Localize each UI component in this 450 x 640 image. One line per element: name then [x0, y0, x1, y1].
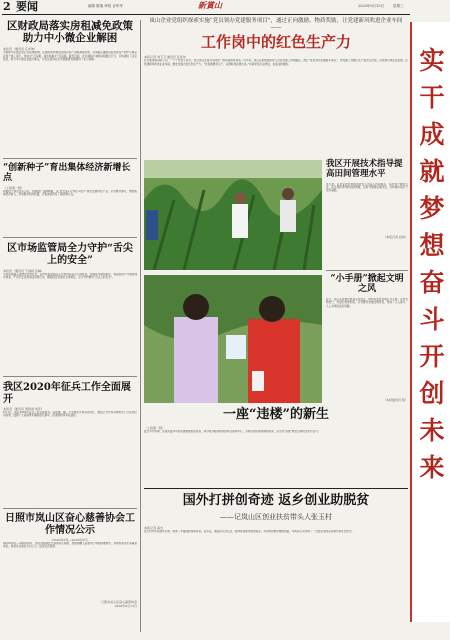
- article-conscription-title: 我区2020年征兵工作全面展开: [3, 382, 131, 405]
- article-handbook: [326, 274, 408, 402]
- charity-notice-dateline: （2020年6月—2020年8月）: [49, 538, 91, 542]
- article-weilou-byline: （上接第一版）: [144, 425, 166, 430]
- charity-notice-date: 2020年8月13日: [114, 604, 137, 608]
- slogan-char: 想: [419, 231, 445, 260]
- masthead-rule: [2, 14, 410, 15]
- article-seed-title: “创新种子”育出集体经济新增长点: [3, 163, 131, 184]
- divider: [3, 376, 137, 377]
- article-entrepreneur-title: 国外打拼创奇迹 返乡创业助脱贫: [182, 493, 370, 508]
- slogan-char: 创: [419, 379, 445, 408]
- feature-kicker: 岚山企业党组织探索实施“党员领办党建服务项目”，通过正向激励、物质奖励，让党建新风吹进企业车间——: [149, 18, 403, 31]
- article-field-guidance-byline: （本报记者 赵伟）: [383, 234, 408, 239]
- article-finance-body: 为帮助中小微企业应对疫情影响，区财政局积极落实国有资产房租减免政策，对承租区属国有经营性房产的中小微企业和个体工商户，免收3个月房租，减半收取3个月房租。截至目前，共为承租户减免房租数百万元，切实减轻了企业负担，助力中小微企业渡过难关，为全区经济社会平稳健康发展提供了有力保障。: [3, 51, 137, 61]
- slogan-char: 来: [419, 453, 445, 482]
- slogan-bar: [410, 22, 450, 622]
- masthead: [0, 0, 450, 14]
- article-seed-byline: （上接第一版）: [3, 185, 25, 190]
- slogan-char: 梦: [419, 194, 445, 223]
- slogan-char: 斗: [419, 305, 445, 334]
- divider: [3, 237, 137, 238]
- article-seed-body: 两委班子成员带头示范，积极推广良种种植，以“党支部+合作社+农户”模式发展特色产业，引导群众参与，增加集体经济收入，带动群众共同致富，让集体经济有了新的增长点。: [3, 189, 137, 197]
- cornfield-photo: [144, 160, 322, 270]
- article-finance: [3, 20, 137, 147]
- article-entrepreneur-body: 张玉村早年在国外打拼，积累了丰富的经验和资金。返乡后，他投资兴办企业，吸纳贫困群众就近就业，带动周边群众增收致富，用实际行动诠释了一名创业者的家乡情怀和社会担当。: [144, 529, 355, 533]
- feature-byline: 本报记者 刘飞飞 通讯员 张延伟: [144, 55, 186, 60]
- article-finance-title: 区财政局落实房租减免政策助力中小微企业解困: [7, 20, 133, 45]
- slogan-char: 成: [419, 120, 445, 149]
- article-market-body: 为切实保障人民群众饮食安全，区市场监管局深入开展食品安全专项检查，对辖区内餐饮单位、食品经营户开展拉网式排查，严厉打击各类违法违规行为，督促经营者落实主体责任，全力守护群众“舌尖上的安全”。: [3, 273, 137, 280]
- feature-title: 工作岗中的红色生产力: [200, 33, 351, 51]
- slogan-char: 实: [419, 46, 445, 75]
- article-handbook-title: “小手册”掀起文明之风: [330, 274, 404, 295]
- masthead-logo: 新賞山: [198, 0, 222, 10]
- charity-notice: [3, 513, 137, 608]
- article-conscription-body: 8月1日，我区2020年征兵工作全面展开。各街道、镇、大学城充分利用宣传栏、微信公众号等多种形式广泛宣传征兵政策，鼓励广大适龄青年踊跃报名参军，投身国防和军队建设。: [3, 411, 137, 418]
- article-entrepreneur-subtitle: ——记岚山区创业扶贫带头人张玉村: [220, 512, 332, 521]
- divider: [326, 270, 408, 271]
- editors: 编辑 陈瑞 审校 谷军华: [88, 4, 123, 8]
- volunteers-photo: [144, 275, 322, 403]
- article-market-title: 区市场监管局全力守护“舌尖上的安全”: [7, 243, 133, 266]
- slogan-char: 开: [419, 342, 445, 371]
- article-weilou-title: 一座“违楼”的新生: [223, 407, 329, 422]
- divider: [3, 158, 137, 159]
- article-entrepreneur: [144, 494, 408, 626]
- article-conscription: [3, 382, 137, 521]
- article-market: [3, 243, 137, 365]
- divider: [144, 488, 408, 489]
- charity-notice-title: 日照市岚山区奋心慈善协会工作情况公示: [5, 513, 135, 536]
- article-handbook-byline: （本报通讯员 陈）: [383, 397, 408, 402]
- slogan-char: 未: [419, 416, 445, 445]
- slogan-char: 奋: [419, 268, 445, 297]
- slogan-text: [412, 22, 450, 486]
- weekday: 星期三: [393, 4, 404, 8]
- article-finance-byline: 本报讯（通讯员 孔祥坤）: [3, 47, 37, 52]
- article-weilou-body: 经过多方协调，这座闲置多年的违建楼被依法改造，如今成为服务群众的综合服务中心，为周边居民提供便民服务，昔日的“违楼”焕发出新的生机与活力。: [144, 429, 321, 433]
- article-field-guidance-title: 我区开展技术指导提高田间管理水平: [326, 159, 403, 179]
- article-market-byline: 本报讯（通讯员 于淑娟 袁琳）: [3, 269, 44, 273]
- feature-article: [144, 18, 408, 151]
- slogan-char: 就: [419, 157, 445, 186]
- page-number: 2: [3, 0, 11, 13]
- feature-body: 在日照钢铁有限公司，一个个党员示范岗、党员责任区成为车间里一道亮丽的风景线。近年来，岚山区积极探索非公企业党建工作新路径，推行“党员领办党建服务项目”，把党建工作融入生产经营全过程，以党建引领企业发展，让党建新风吹进企业车间，激发出强大的红色生产力。“党员就要带头干，关键时刻站得出来。”车间党员们这样说，也是这样做的。: [144, 59, 408, 66]
- column-divider: [140, 20, 141, 632]
- article-weilou: [144, 408, 408, 482]
- article-entrepreneur-byline: 本报记者 高杰: [144, 525, 163, 530]
- issue-date: 2020年8月13日: [358, 4, 385, 8]
- charity-notice-signature: 日照市岚山区奋心慈善协会: [100, 600, 137, 604]
- article-field-guidance: [326, 160, 408, 239]
- charity-notice-body: 2020年6月—2020年8月，协会共接收社会各界爱心捐款，按照捐赠人意愿用于救助困难群众、资助贫困学生等慈善项目，现将有关情况予以公示，接受社会监督。: [3, 542, 137, 549]
- article-handbook-body: 近日，岚山头街道志愿者走进社区，向居民发放文明行为手册，宣传文明出行、垃圾分类等知识，引导群众争做文明市民，形成了人人参与、人人共享的良好氛围。: [326, 297, 408, 308]
- article-conscription-byline: 本报讯（通讯员 黄新建 刘军）: [3, 407, 44, 411]
- article-field-guidance-body: 连日来，区农业农村局组织技术人员深入田间地头，指导农户做好玉米、花生等秋季作物田间管理，及时开展病虫害防治，为秋粮丰收打下坚实基础。: [326, 182, 408, 193]
- slogan-char: 干: [419, 83, 445, 112]
- section-name: 要闻: [16, 0, 38, 13]
- divider: [3, 508, 137, 509]
